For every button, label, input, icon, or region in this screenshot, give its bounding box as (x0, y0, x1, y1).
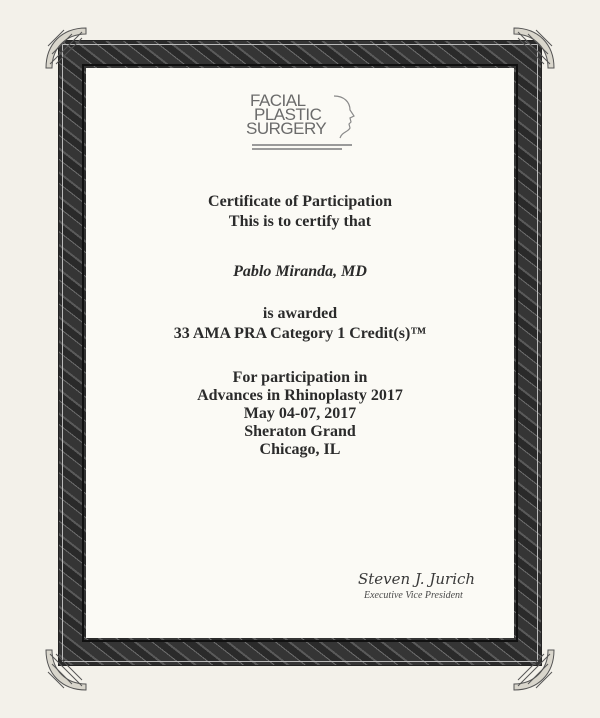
event-name: Advances in Rhinoplasty 2017 (197, 387, 403, 404)
awarded-text: is awarded (262, 305, 338, 322)
event-dates: May 04-07, 2017 (243, 405, 357, 422)
recipient-name: Pablo Miranda, MD (233, 263, 367, 280)
facial-plastic-surgery-logo (238, 92, 362, 158)
corner-shell-icon (42, 646, 90, 694)
certificate-intro: This is to certify that (228, 213, 372, 230)
logo-line-1: FACIAL (250, 91, 306, 110)
corner-shell-icon (510, 646, 558, 694)
signature-name: Steven J. Jurich (358, 570, 476, 588)
credits-text: 33 AMA PRA Category 1 Credit(s)™ (173, 325, 427, 342)
logo-tagline-lines (252, 142, 352, 152)
face-profile-icon (328, 94, 362, 140)
event-location: Chicago, IL (259, 441, 341, 458)
logo-line-2: PLASTIC (254, 105, 322, 124)
corner-shell-icon (42, 24, 90, 72)
certificate-heading: Certificate of Participation (208, 193, 392, 210)
signature-title: Executive Vice President (364, 590, 463, 601)
event-venue: Sheraton Grand (244, 423, 356, 440)
participation-text: For participation in (232, 369, 368, 386)
corner-shell-icon (510, 24, 558, 72)
logo-line-3: SURGERY (246, 119, 327, 138)
